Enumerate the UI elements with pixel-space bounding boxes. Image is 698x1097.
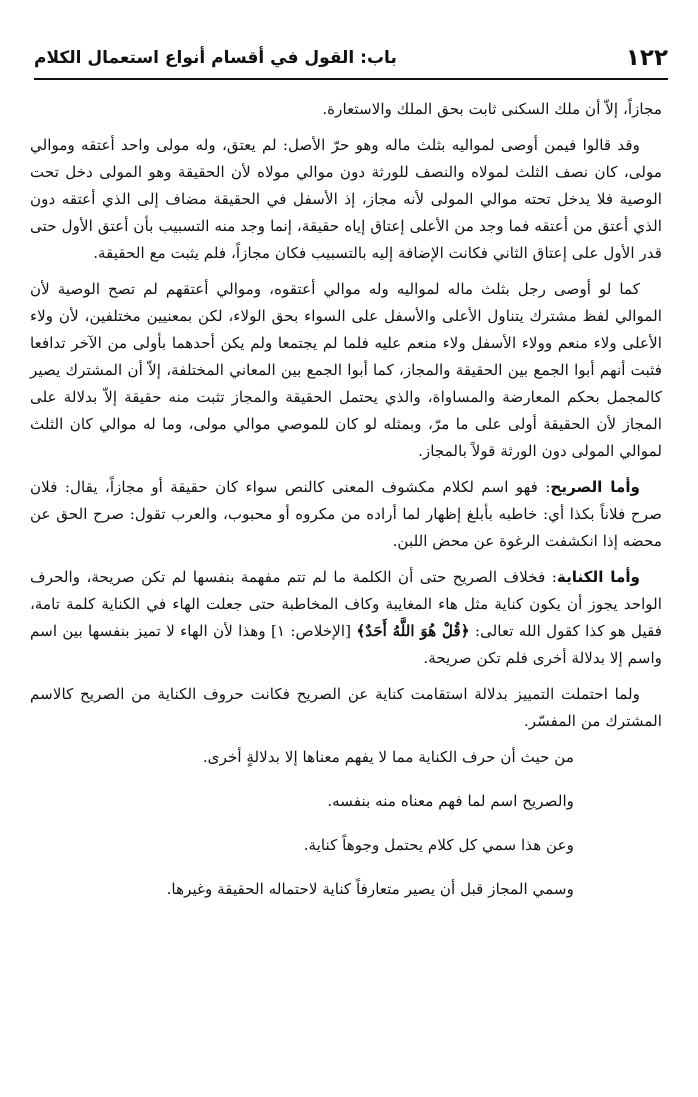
paragraph: ولما احتملت التمييز بدلالة استقامت كناية عن الصريح فكانت حروف الكناية من الصريح كالاسم المشترك من المفسّر.	[30, 685, 662, 730]
term-sarih: وأما الصريح	[550, 478, 640, 496]
paragraph: وقد قالوا فيمن أوصى لمواليه بثلث ماله وهو حرّ الأصل: لم يعتق، وله مولى واحد أعتقه وموالي مولى، كان نصف الثلث لمولاه والنصف للورثة دون موالي مولاه لأن الحقيقة وهو المولى دخل تحت الوصية فلا يدخل تحته موالي المولى لأنه مجاز، إذ الأسفل في الحقيقة مضاف إلى الذي أعتقه دون الذي أعتق من أعتقه فما وجد من الأعلى إعتاق إياه حقيقة، إنما وجد منه التسبيب بأن أعتق الأول حتى قدر الأول على إعتاق الثاني فكانت الإضافة إليه بالتسبيب فكان مجازاً، فلم يثبت مع الحقيقة.	[30, 136, 662, 262]
quote-line: وسمي المجاز قبل أن يصير متعارفاً كناية لاحتماله الحقيقة وغيرها.	[166, 880, 574, 898]
quran-verse: ﴿قُلْ هُوَ اللَّهُ أَحَدٌ﴾	[356, 622, 470, 640]
body-text	[30, 96, 662, 920]
definition-sarih: وأما الصريح: فهو اسم لكلام مكشوف المعنى كالنص سواء كان حقيقة أو مجازاً، يقال: فلان صرح فلاناً بكذا أي: خاطبه بأبلغ إظهار لما أراده من مكروه أو محبوب، والعرب تقول: صرح الحق عن محضه إذا انكشفت الرغوة عن محض اللبن.	[30, 478, 662, 550]
running-title: باب: القول في أقسام أنواع استعمال الكلام	[34, 48, 397, 68]
quote-line: والصريح اسم لما فهم معناه منه بنفسه.	[327, 792, 574, 810]
quote-line: من حيث أن حرف الكناية مما لا يفهم معناها إلا بدلالةٍ أخرى.	[202, 748, 574, 766]
paragraph: كما لو أوصى رجل بثلث ماله لمواليه وله موالي أعتقوه، وموالي أعتقهم لم تصح الوصية لأن الموالي لفظ مشترك يتناول الأعلى والأسفل على السواء بحق الولاء، لكن بمعنيين مختلفين، لأن ولاء الأعلى ولاء منعم وولاء الأسفل ولاء منعم عليه فلما لم يجتمعا ولم يكن أحدهما بأولى من الآخر تدافعا فثبت أنهم أبوا الجمع بين الحقيقة والمجاز، كما أبوا الجمع بين المعاني المختلفة، إلاّ أن المشترك يصير كالمجمل بحكم المعارضة والمساواة، والذي يحتمل الحقيقة والمجاز تثبت منه حقيقة إلاّ بدلالة على المجاز لأن الحقيقة أولى على ما مرّ، وبمثله لو كان للموصي موالي مولى، وما له موالي كان الثلث لموالي المولى دون الورثة قولاً بالمجاز.	[30, 280, 662, 460]
page-number: ١٢٢	[625, 45, 668, 71]
definition-kinaya: وأما الكناية: فخلاف الصريح حتى أن الكلمة ما لم تتم مفهمة بنفسها لم تكن صريحة، والحرف الواحد يجوز أن يكون كناية مثل هاء المغايبة وكاف المخاطبة حتى جعلت الهاء في الكناية كلمة تامة، فقيل هو كذا كقول الله تعالى: ﴿قُلْ هُوَ اللَّهُ أَحَدٌ﴾ [الإخلاص: ١] وهذا لأن الهاء لا تميز بنفسها بين اسم واسم إلا بدلالة أخرى فلم تكن صريحة.	[30, 568, 663, 667]
paragraph: مجازاً، إلاّ أن ملك السكنى ثابت بحق الملك والاستعارة.	[322, 100, 662, 118]
term-kinaya: وأما الكناية	[556, 568, 640, 586]
quote-line: وعن هذا سمي كل كلام يحتمل وجوهاً كناية.	[303, 836, 574, 854]
page-header	[34, 38, 668, 80]
